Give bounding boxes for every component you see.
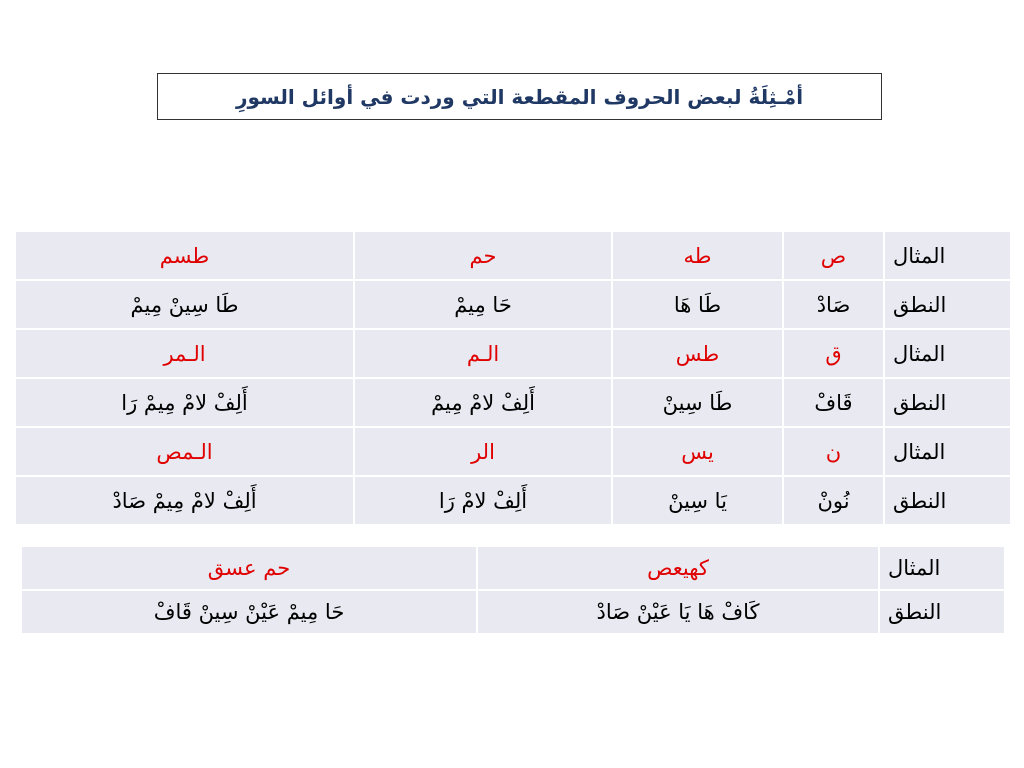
table-row bbox=[15, 378, 1011, 427]
page-title: أمْـثِلَةُ لبعض الحروف المقطعة التي وردت في أوائل السورِ bbox=[235, 84, 804, 109]
table-row bbox=[21, 546, 1005, 590]
pronunciation-cell: أَلِفْ لامْ رَا bbox=[354, 476, 612, 525]
example-cell: طه bbox=[612, 231, 783, 280]
row-label-example: المثال bbox=[884, 329, 1011, 378]
pronunciation-cell: نُونْ bbox=[783, 476, 884, 525]
table-row bbox=[15, 231, 1011, 280]
table-row bbox=[15, 427, 1011, 476]
pronunciation-cell: أَلِفْ لامْ مِيمْ bbox=[354, 378, 612, 427]
example-cell: يس bbox=[612, 427, 783, 476]
example-cell: حم bbox=[354, 231, 612, 280]
row-label-pronunciation: النطق bbox=[884, 476, 1011, 525]
example-cell: الـمص bbox=[15, 427, 354, 476]
example-cell: ن bbox=[783, 427, 884, 476]
row-label-example: المثال bbox=[884, 427, 1011, 476]
row-label-example: المثال bbox=[884, 231, 1011, 280]
pronunciation-cell: طَا سِينْ مِيمْ bbox=[15, 280, 354, 329]
pronunciation-cell: أَلِفْ لامْ مِيمْ رَا bbox=[15, 378, 354, 427]
example-cell: حم عسق bbox=[21, 546, 477, 590]
pronunciation-cell: يَا سِينْ bbox=[612, 476, 783, 525]
pronunciation-cell: أَلِفْ لامْ مِيمْ صَادْ bbox=[15, 476, 354, 525]
example-cell: الر bbox=[354, 427, 612, 476]
example-cell: طس bbox=[612, 329, 783, 378]
example-cell: الـمر bbox=[15, 329, 354, 378]
letters-table-secondary bbox=[20, 545, 1006, 635]
example-cell: الـم bbox=[354, 329, 612, 378]
table-row bbox=[15, 476, 1011, 525]
pronunciation-cell: طَا هَا bbox=[612, 280, 783, 329]
row-label-example: المثال bbox=[879, 546, 1005, 590]
table-row bbox=[15, 280, 1011, 329]
pronunciation-cell: طَا سِينْ bbox=[612, 378, 783, 427]
pronunciation-cell: صَادْ bbox=[783, 280, 884, 329]
row-label-pronunciation: النطق bbox=[879, 590, 1005, 634]
example-cell: طسم bbox=[15, 231, 354, 280]
table-row bbox=[15, 329, 1011, 378]
example-cell: ص bbox=[783, 231, 884, 280]
row-label-pronunciation: النطق bbox=[884, 280, 1011, 329]
pronunciation-cell: حَا مِيمْ bbox=[354, 280, 612, 329]
table-row bbox=[21, 590, 1005, 634]
letters-table-main bbox=[14, 230, 1012, 526]
row-label-pronunciation: النطق bbox=[884, 378, 1011, 427]
pronunciation-cell: كَافْ هَا يَا عَيْنْ صَادْ bbox=[477, 590, 879, 634]
title-box bbox=[157, 73, 882, 120]
pronunciation-cell: حَا مِيمْ عَيْنْ سِينْ قَافْ bbox=[21, 590, 477, 634]
example-cell: كهيعص bbox=[477, 546, 879, 590]
example-cell: ق bbox=[783, 329, 884, 378]
pronunciation-cell: قَافْ bbox=[783, 378, 884, 427]
